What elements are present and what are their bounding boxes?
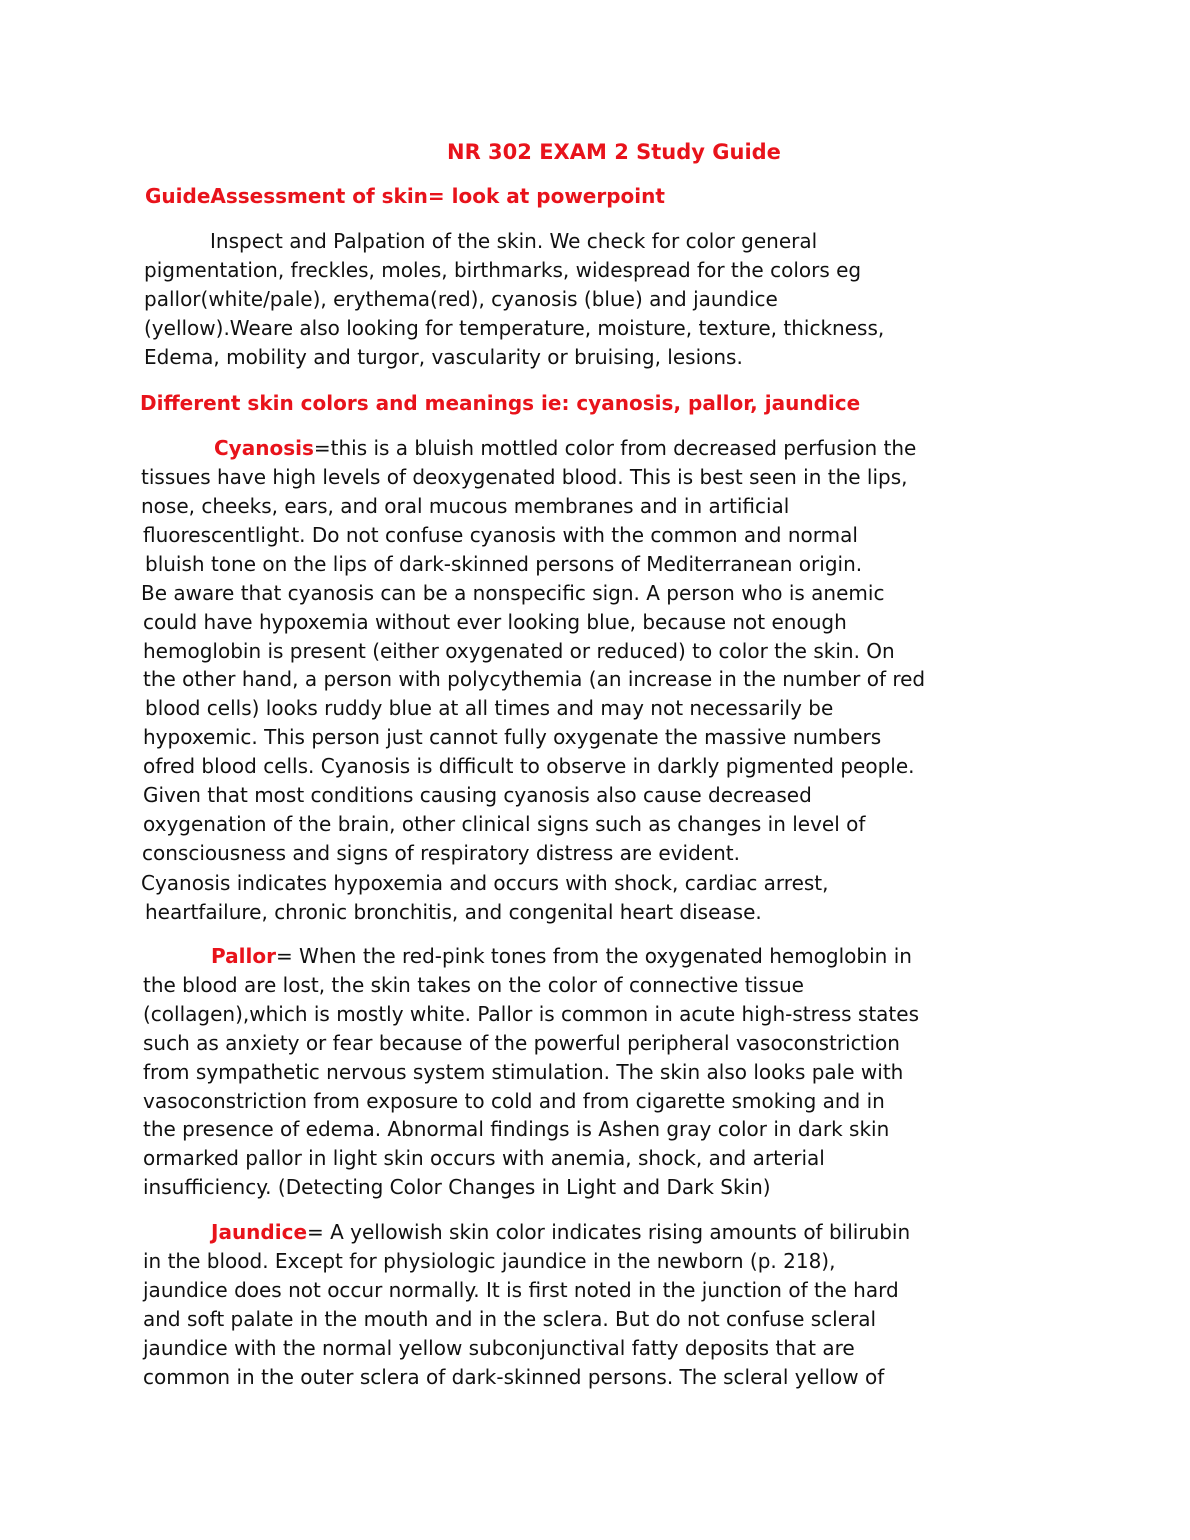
term-definition: =this is a bluish mottled color from decreased perfusion the [313,436,917,460]
paragraph-line: and soft palate in the mouth and in the sclera. But do not confuse scleral [143,1307,877,1331]
paragraph-line: could have hypoxemia without ever looking blue, because not enough [143,610,847,634]
paragraph-line: jaundice with the normal yellow subconjunctival fatty deposits that are [143,1336,855,1360]
paragraph-line: the other hand, a person with polycythemia (an increase in the number of red [143,667,926,691]
paragraph-line: pallor(white/pale), erythema(red), cyanosis (blue) and jaundice [144,287,778,311]
paragraph-line: bluish tone on the lips of dark-skinned persons of Mediterranean origin. [145,552,863,576]
paragraph-line: the blood are lost, the skin takes on the color of connective tissue [143,973,804,997]
paragraph-line: Inspect and Palpation of the skin. We check for color general [210,229,818,253]
paragraph-line: such as anxiety or fear because of the powerful peripheral vasoconstriction [143,1031,900,1055]
paragraph-line: vasoconstriction from exposure to cold and from cigarette smoking and in [143,1089,885,1113]
paragraph-line: fluorescentlight. Do not confuse cyanosis with the common and normal [143,523,858,547]
paragraph-line: Given that most conditions causing cyanosis also cause decreased [143,783,812,807]
term-definition: = When the red-pink tones from the oxygenated hemoglobin in [275,944,912,968]
paragraph-line: oxygenation of the brain, other clinical signs such as changes in level of [143,812,866,836]
heading-assessment-of-skin: GuideAssessment of skin= look at powerpoint [145,184,665,208]
paragraph-line: (yellow).Weare also looking for temperature, moisture, texture, thickness, [144,316,885,340]
paragraph-line: nose, cheeks, ears, and oral mucous membranes and in artificial [141,494,790,518]
paragraph-line: common in the outer sclera of dark-skinned persons. The scleral yellow of [143,1365,885,1389]
paragraph-line: Be aware that cyanosis can be a nonspecific sign. A person who is anemic [141,581,885,605]
paragraph-line: in the blood. Except for physiologic jaundice in the newborn (p. 218), [143,1249,836,1273]
paragraph-line [211,942,912,971]
paragraph-line: the presence of edema. Abnormal findings is Ashen gray color in dark skin [143,1117,890,1141]
paragraph-line: ormarked pallor in light skin occurs with anemia, shock, and arterial [143,1146,825,1170]
paragraph-line [211,1218,910,1247]
paragraph-line [214,434,916,463]
term-pallor: Pallor [211,944,276,968]
term-jaundice: Jaundice [211,1220,308,1244]
paragraph-line: (collagen),which is mostly white. Pallor is common in acute high-stress states [143,1002,919,1026]
paragraph-line: from sympathetic nervous system stimulation. The skin also looks pale with [143,1060,904,1084]
paragraph-line: Cyanosis indicates hypoxemia and occurs with shock, cardiac arrest, [141,871,829,895]
document-title: NR 302 EXAM 2 Study Guide [447,140,781,164]
paragraph-line: hemoglobin is present (either oxygenated or reduced) to color the skin. On [143,639,895,663]
paragraph-line: tissues have high levels of deoxygenated blood. This is best seen in the lips, [141,465,908,489]
paragraph-line: pigmentation, freckles, moles, birthmarks, widespread for the colors eg [144,258,862,282]
paragraph-line: heartfailure, chronic bronchitis, and congenital heart disease. [145,900,762,924]
paragraph-line: hypoxemic. This person just cannot fully oxygenate the massive numbers [143,725,882,749]
paragraph-line: blood cells) looks ruddy blue at all times and may not necessarily be [145,696,834,720]
paragraph-line: insufficiency. (Detecting Color Changes in Light and Dark Skin) [143,1175,771,1199]
paragraph-line: consciousness and signs of respiratory distress are evident. [142,841,740,865]
term-cyanosis: Cyanosis [214,436,314,460]
paragraph-line: ofred blood cells. Cyanosis is difficult to observe in darkly pigmented people. [143,754,915,778]
paragraph-line: jaundice does not occur normally. It is first noted in the junction of the hard [143,1278,899,1302]
paragraph-line: Edema, mobility and turgor, vascularity or bruising, lesions. [144,345,743,369]
term-definition: = A yellowish skin color indicates rising amounts of bilirubin [307,1220,911,1244]
heading-skin-colors: Different skin colors and meanings ie: cyanosis, pallor, jaundice [140,391,861,415]
